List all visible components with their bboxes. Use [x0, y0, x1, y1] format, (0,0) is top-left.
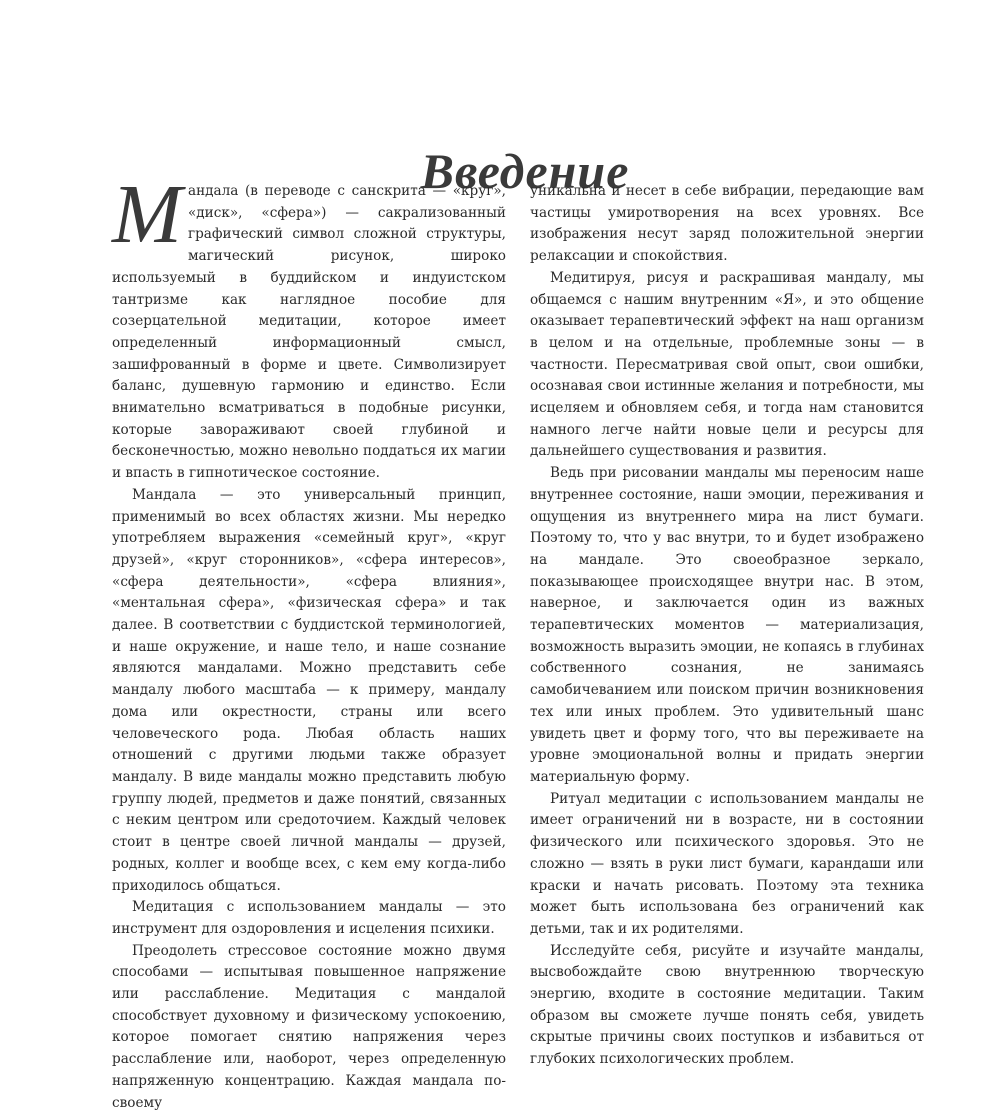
paragraph-5: уникальна и несет в себе вибрации, передающие вам частицы умиротворения на всех уровнях. Все изображения несут заряд положительной энергии релаксации и спокойствия.	[530, 183, 924, 265]
paragraph-2: Мандала — это универсальный принцип, применимый во всех областях жизни. Мы нередко употребляем выражения «семейный круг», «круг друзей», «круг сторонников», «сфера интересов», «сфера деятельности», «сфера влияния», «ментальная сфера», «физическая сфера» и так далее. В соответствии с буддистской терминологией, и наше окружение, и наше тело, и наше сознание являются мандалами. Можно представить себе мандалу любого масштаба — к примеру, мандалу дома или окрестности, страны или всего человеческого рода. Любая область наших отношений с другими людьми также образует мандалу. В виде мандалы можно представить любую группу людей, предметов и даже понятий, связанных с неким центром или средоточием. Каждый человек стоит в центре своей личной мандалы — друзей, родных, коллег и вообще всех, с кем ему когда-либо приходилось общаться.	[112, 486, 506, 894]
left-column	[112, 168, 506, 1114]
paragraph-7: Ведь при рисовании мандалы мы переносим наше внутреннее состояние, наши эмоции, переживания и ощущения из внутреннего мира на лист бумаги. Поэтому то, что у вас внутри, то и будет изображено на мандале. Это своеобразное зеркало, показывающее происходящее внутри нас. В этом, наверное, и заключается один из важных терапевтических моментов — материализация, возможность выразить эмоции, не копаясь в глубинах собственного сознания, не занимаясь самобичеванием или поиском причин возникновения тех или иных проблем. Это удивительный шанс увидеть цвет и форму того, что вы переживаете на уровне эмоциональной волны и придать энергии материальную форму.	[530, 465, 924, 785]
paragraph-4: Преодолеть стрессовое состояние можно двумя способами — испытывая повышенное напряжение или расслабление. Медитация с мандалой способствует духовному и физическому успокоению, которое помогает снятию напряжения через расслабление или, наоборот, через определенную напряженную концентрацию. Каждая мандала по-своему	[112, 942, 506, 1111]
paragraph-8: Ритуал медитации с использованием мандалы не имеет ограничений ни в возрасте, ни в состоянии физического или психического здоровья. Это не сложно — взять в руки лист бумаги, карандаши или краски и начать рисовать. Поэтому эта техника может быть использована без ограничений как детьми, так и их родителями.	[530, 790, 924, 937]
drop-cap: М	[112, 168, 182, 261]
right-column	[530, 181, 924, 1071]
paragraph-9: Исследуйте себя, рисуйте и изучайте мандалы, высвобождайте свою внутреннюю творческую энергию, входите в состояние медитации. Таким образом вы сможете лучше понять себя, увидеть скрытые причины своих поступков и избавиться от глубоких психологических проблем.	[530, 942, 924, 1068]
paragraph-6: Медитируя, рисуя и раскрашивая мандалу, мы общаемся с нашим внутренним «Я», и это общение оказывает терапевтический эффект на наш организм в целом и на отдельные, проблемные зоны — в частности. Пересматривая свой опыт, свои ошибки, осознавая свои истинные желания и потребности, мы исцеляем и обновляем себя, и тогда нам становится намного легче найти новые цели и ресурсы для дальнейшего существования и развития.	[530, 269, 924, 460]
paragraph-1	[112, 168, 506, 485]
paragraph-1-text: андала (в переводе с санскрита — «круг», «диск», «сфера») — сакрализованный графический символ сложной структуры, магический рисунок, широко используемый в буддийском и индуистском тантризме как наглядное пособие для созерцательной медитации, которое имеет определенный информационный смысл, зашифрованный в форме и цвете. Символизирует баланс, душевную гармонию и единство. Если внимательно всматриваться в подобные рисунки, которые завораживают своей глубиной и бесконечностью, можно невольно поддаться их магии и впасть в гипнотическое состояние.	[112, 183, 506, 482]
page-title: Введение	[420, 142, 630, 199]
paragraph-3: Медитация с использованием мандалы — это инструмент для оздоровления и исцеления психики.	[112, 899, 506, 937]
